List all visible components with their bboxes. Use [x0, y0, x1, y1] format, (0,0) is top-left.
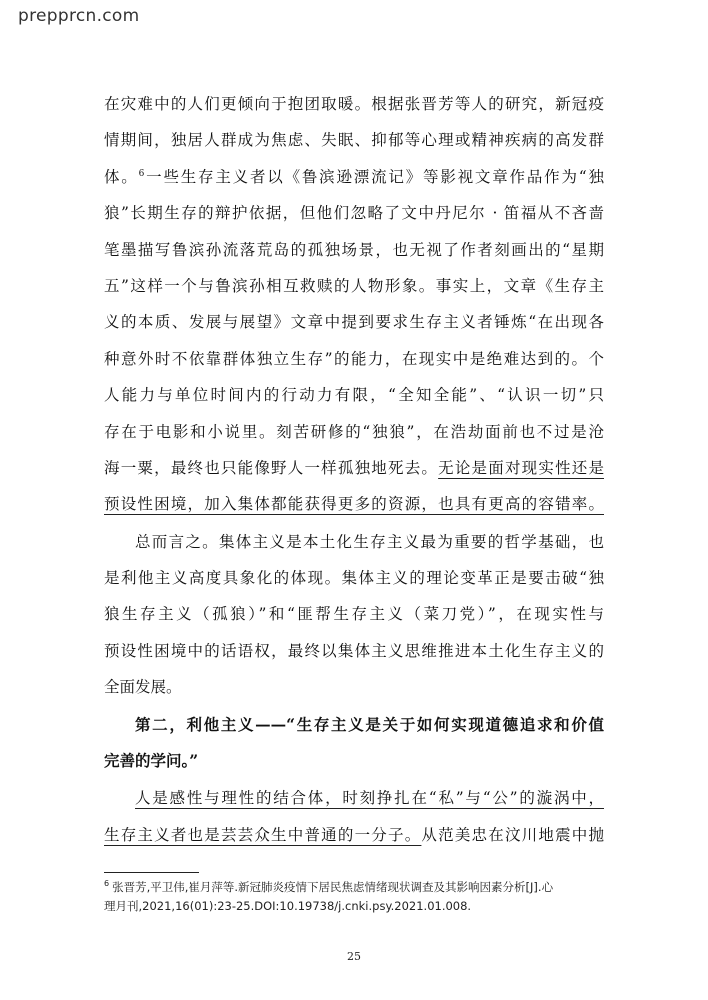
text-line: 义的本质、发展与展望》文章中提到要求生存主义者锤炼“在出现各 [104, 313, 604, 332]
text-line: 狼生存主义（孤狼）”和“匪帮生存主义（菜刀党）”，在现实性与 [104, 605, 604, 624]
paragraph-2 [104, 524, 604, 706]
text-line [104, 817, 604, 853]
text-line: 人能力与单位时间内的行动力有限，“全知全能”、“认识一切”只 [104, 386, 604, 405]
text-line: 全面发展。 [104, 678, 182, 697]
underlined-text: 人是感性与理性的结合体，时刻挣扎在“私”与“公”的漩涡中， [135, 789, 604, 808]
text-run: 一些生存主义者以《鲁滨逊漂流记》等影视文章作品作为“独 [144, 167, 604, 186]
text-line: 情期间，独居人群成为焦虑、失眠、抑郁等心理或精神疾病的高发群 [104, 131, 604, 150]
footnote-divider [104, 872, 199, 873]
underlined-text: 预设性困境，加入集体都能获得更多的资源，也具有更高的容错率。 [104, 495, 604, 514]
underlined-text: 生存主义者也是芸芸众生中普通的一分子。 [104, 825, 422, 844]
section-heading [104, 707, 604, 780]
paragraph-3 [104, 780, 604, 853]
page-body [104, 86, 604, 853]
text-line [104, 486, 604, 522]
text-line: 种意外时不依靠群体独立生存”的能力，在现实中是绝难达到的。个 [104, 349, 604, 368]
text-line: 是利他主义高度具象化的体现。集体主义的理论变革正是要击破“独 [104, 569, 604, 588]
footnote-line [104, 878, 604, 897]
text-line: 总而言之。集体主义是本土化生存主义最为重要的哲学基础，也 [135, 532, 604, 551]
text-run: 体。 [104, 167, 139, 186]
text-line [104, 159, 604, 195]
underlined-text: 无论是面对现实性还是 [438, 458, 604, 477]
page-number: 25 [347, 950, 361, 963]
text-line [104, 450, 604, 486]
text-line [104, 780, 604, 816]
footnote-line: 理月刊,2021,16(01):23-25.DOI:10.19738/j.cnki.psy.2021.01.008. [104, 899, 472, 913]
text-line: 存在于电影和小说里。刻苦研修的“独狼”，在浩劫面前也不过是沧 [104, 422, 604, 441]
heading-line: 第二，利他主义——“生存主义是关于如何实现道德追求和价值 [135, 714, 604, 734]
footnote [104, 878, 604, 916]
text-line: 在灾难中的人们更倾向于抱团取暖。根据张晋芳等人的研究，新冠疫 [104, 95, 604, 113]
text-line: 狼”长期生存的辩护依据，但他们忽略了文中丹尼尔 · 笛福从不吝啬 [104, 204, 604, 223]
text-run: 海一粟，最终也只能像野人一样孤独地死去。 [104, 458, 439, 477]
footnote-reference[interactable]: 6 [138, 168, 145, 179]
heading-line: 完善的学问。” [104, 751, 199, 771]
text-run: 从范美忠在汶川地震中抛 [421, 825, 604, 844]
footnote-number: 6 [104, 879, 110, 889]
text-line: 预设性困境中的话语权，最终以集体主义思维推进本土化生存主义的 [104, 641, 604, 660]
text-line: 笔墨描写鲁滨孙流落荒岛的孤独场景，也无视了作者刻画出的“星期 [104, 240, 604, 259]
text-line: 五”这样一个与鲁滨孙相互救赎的人物形象。事实上，文章《生存主 [104, 276, 604, 295]
footnote-text: 张晋芳,平卫伟,崔月萍等.新冠肺炎疫情下居民焦虑情绪现状调查及其影响因素分析[J].心 [112, 880, 554, 894]
paragraph-1 [104, 86, 604, 523]
site-watermark: prepprcn.com [18, 6, 140, 26]
